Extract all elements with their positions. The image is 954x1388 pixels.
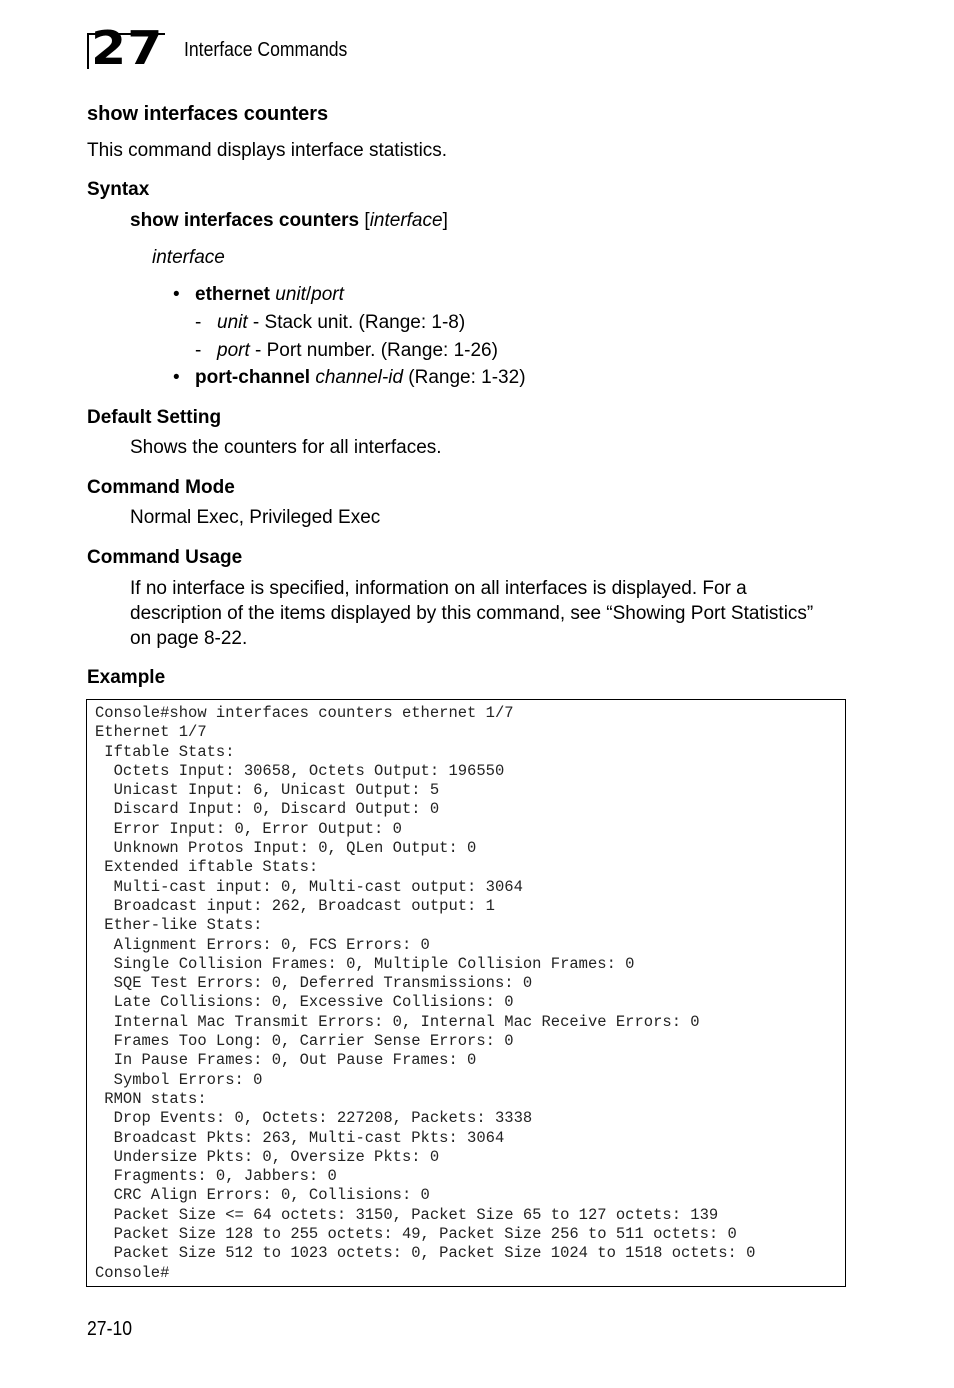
syntax-line <box>130 210 448 232</box>
sub-item-unit-name: unit <box>217 312 248 333</box>
sub-item-port <box>195 340 498 362</box>
command-mode-text: Normal Exec, Privileged Exec <box>130 507 381 528</box>
default-setting-heading: Default Setting <box>87 407 222 428</box>
command-description: This command displays interface statistics. <box>87 140 448 161</box>
example-code: Console#show interfaces counters ethernet 1/7 Ethernet 1/7 Iftable Stats: Octets Input: 30658, Octets Output: 196550 Unicast Input: 6, Unicast Output: 5 Discard Input: 0, Discard Output: 0 Error Input: 0, Error Output: 0 Unknown Protos Input: 0, QLen Output: 0 Extended iftable Stats: Multi-cast input: 0, Multi-cast output: 3064 Broadcast input: 262, Broadcast output: 1 Ether-like Stats: Alignment Errors: 0, FCS Errors: 0 Single Collision Frames: 0, Multiple Collision Frames: 0 SQE Test Errors: 0, Deferred Transmissions: 0 Late Collisions: 0, Excessive Collisions: 0 Internal Mac Transmit Errors: 0, Internal Mac Receive Errors: 0 Frames Too Long: 0, Carrier Sense Errors: 0 In Pause Frames: 0, Out Pause Frames: 0 Symbol Errors: 0 RMON stats: Drop Events: 0, Octets: 227208, Packets: 3338 Broadcast Pkts: 263, Multi-cast Pkts: 3064 Undersize Pkts: 0, Oversize Pkts: 0 Fragments: 0, Jabbers: 0 CRC Align Errors: 0, Collisions: 0 Packet Size <= 64 octets: 3150, Packet Size 65 to 127 octets: 139 Packet Size 128 to 255 octets: 49, Packet Size 256 to 511 octets: 0 Packet Size 512 to 1023 octets: 0, Packet Size 1024 to 1518 octets: 0 Console# <box>95 704 756 1282</box>
command-usage-heading: Command Usage <box>87 547 243 568</box>
bullet-ethernet-keyword: ethernet <box>195 284 270 305</box>
sub-item-unit-text: - Stack unit. (Range: 1-8) <box>247 312 466 333</box>
syntax-heading: Syntax <box>87 179 150 200</box>
bullet-ethernet-port: port <box>311 284 344 305</box>
bullet-port-channel-text: (Range: 1-32) <box>403 367 526 388</box>
sub-item-port-text: - Port number. (Range: 1-26) <box>249 340 498 361</box>
param-name: interface <box>152 247 225 268</box>
bullet-port-channel <box>173 367 526 389</box>
example-heading: Example <box>87 667 166 688</box>
command-title: show interfaces counters <box>87 103 329 125</box>
sub-item-port-name: port <box>217 340 250 361</box>
chapter-number: 27 <box>91 21 164 75</box>
command-mode-heading: Command Mode <box>87 477 235 498</box>
syntax-command: show interfaces counters <box>130 210 360 231</box>
syntax-param: interface <box>369 210 443 231</box>
chapter-title: Interface Commands <box>184 39 348 61</box>
bullet-port-channel-keyword: port-channel <box>195 367 311 388</box>
bullet-ethernet-unit: unit <box>275 284 306 305</box>
command-usage-text: If no interface is specified, information on all interfaces is displayed. For a description of the items displayed by this command, see “Showing Port Statistics” on page 8-22. <box>130 578 814 649</box>
bullet-ethernet <box>173 284 344 306</box>
sub-item-unit <box>195 312 465 334</box>
page-number: 27-10 <box>87 1318 133 1340</box>
bullet-port-channel-param: channel-id <box>315 367 404 388</box>
example-code-box <box>86 699 846 1287</box>
bullet-icon: • <box>173 367 180 388</box>
bullet-icon: • <box>173 284 180 305</box>
bullet-ethernet-slash: / <box>305 284 312 305</box>
syntax-bracket-close: ] <box>442 210 448 231</box>
dash-icon: - <box>195 312 202 333</box>
dash-icon: - <box>195 340 202 361</box>
default-setting-text: Shows the counters for all interfaces. <box>130 437 442 458</box>
syntax-bracket-open: [ <box>359 210 370 231</box>
